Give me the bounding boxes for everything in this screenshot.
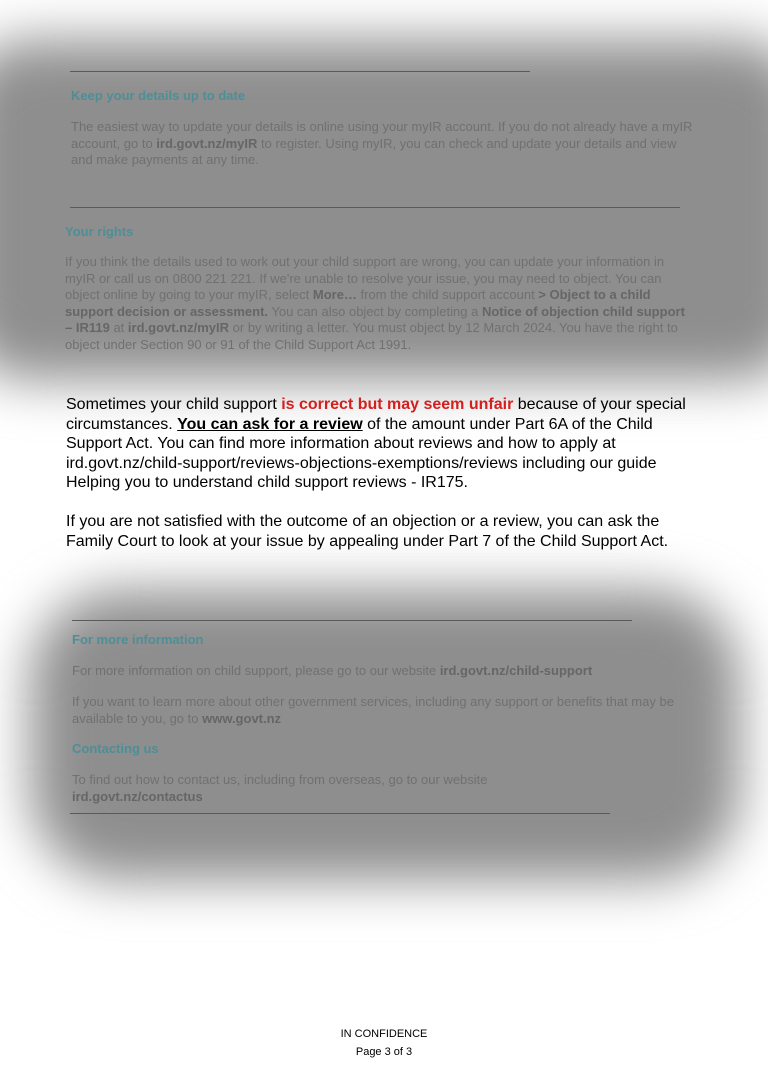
myir-link-2[interactable]: ird.govt.nz/myIR [127,320,230,335]
appeal-paragraph: If you are not satisfied with the outcome of an objection or a review, you can ask the Family Court to look at your issue by appealing under Part 7 of the Child Support Act. [66,513,669,550]
details-paragraph: The easiest way to update your details is online using your myIR account. If you do not already have a myIR account, go to ird.govt.nz/myIR to register. Using myIR, you can check and update your details and view and make payments at any time. [71,119,693,167]
contact-paragraph: To find out how to contact us, including from overseas, go to our website ird.govt.nz/contactus [72,772,488,804]
ask-review-emphasis: You can ask for a review [177,415,363,433]
contact-heading: Contacting us [72,741,159,756]
myir-link[interactable]: ird.govt.nz/myIR [156,135,258,151]
details-heading: Keep your details up to date [71,88,246,103]
govt-link[interactable]: www.govt.nz [202,710,282,726]
review-paragraph: Sometimes your child support is correct but may seem unfair because of your special circumstances. You can ask for a review of the amount under Part 6A of the Child Support Act. You can find more information about reviews and how to apply at ird.govt.nz/child-support/reviews-objections-exemptions/reviews including our guide Helping you to understand child support reviews - IR175. [66,396,686,491]
review-section [66,395,706,571]
rights-paragraph: If you think the details used to work out your child support are wrong, you can update your information in myIR or call us on 0800 221 221. If we're unable to resolve your issue, you may need to object. You can object online by going to your myIR, select More… from the child support account > Object to a child support decision or assessment. You can also object by completing a Notice of objection child support – IR119 at ird.govt.nz/myIR or by writing a letter. You must object by 12 March 2024. You have the right to object under Section 90 or 91 of the Child Support Act 1991. [65,254,685,352]
more-info-paragraph-1: For more information on child support, please go to our website ird.govt.nz/child-support [72,663,593,678]
classification-label: IN CONFIDENCE [340,1028,428,1040]
more-info-heading: For more information [72,632,204,647]
divider-rights [70,207,680,208]
divider-top [70,71,530,72]
rights-heading: Your rights [65,224,134,239]
divider-bottom [70,813,610,814]
page-number: Page 3 of 3 [355,1046,413,1058]
child-support-link[interactable]: ird.govt.nz/child-support [439,663,593,678]
unfair-highlight: is correct but may seem unfair [281,396,514,413]
contact-link[interactable]: ird.govt.nz/contactus [72,788,203,804]
divider-more-info [72,620,632,621]
more-info-paragraph-2: If you want to learn more about other government services, including any support or benefits that may be available to you, go to www.govt.nz [72,694,674,726]
